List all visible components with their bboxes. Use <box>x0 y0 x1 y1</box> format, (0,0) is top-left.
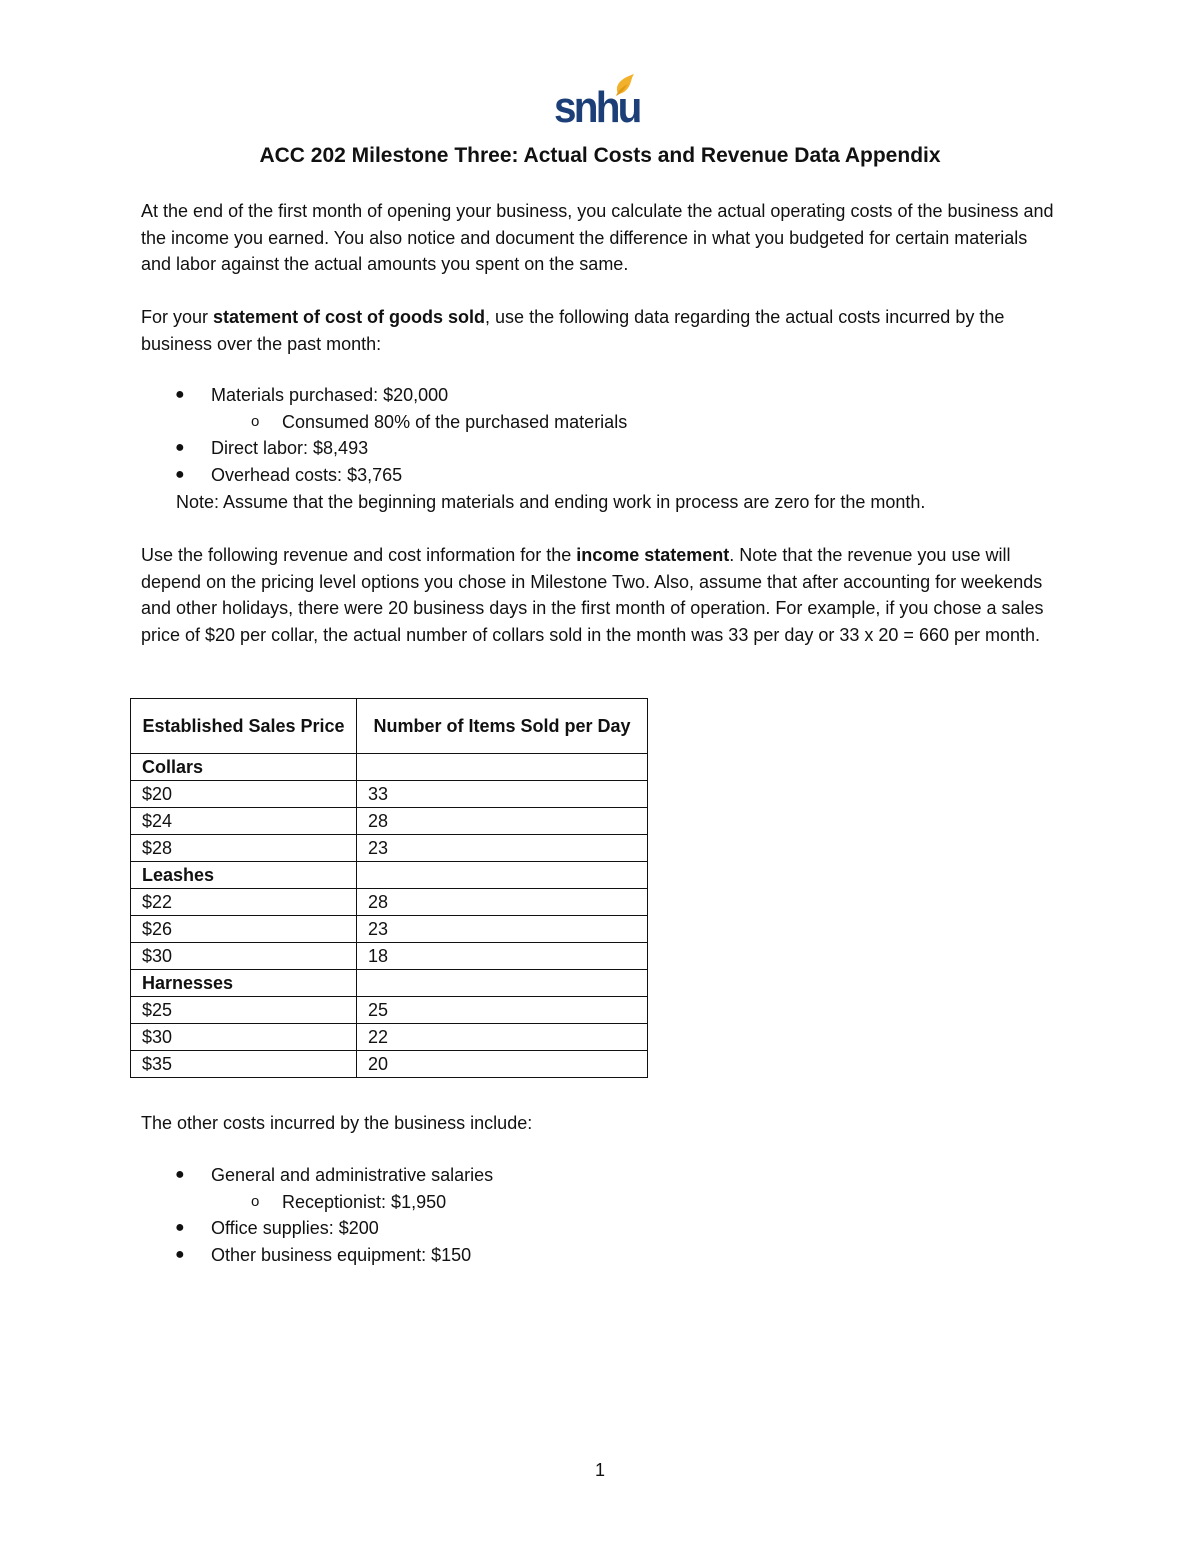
income-suffix: . Note that the revenue you use will depend on the pricing level options you chose in Milestone Two. Also, assume that after accounting for weekends and other holidays, there were 20 business days in the first month of operation. For example, if you chose a sales price of $20 per collar, the actual number of collars sold in the month was 33 per day or 33 x 20 = 660 per month. <box>141 545 1044 645</box>
bullet-icon: ● <box>175 465 185 483</box>
document-page: snhu ACC 202 Milestone Three: Actual Costs and Revenue Data Appendix At the end of the first month of opening your business, you calculate the actual operating costs of the business and the income you earned. You also notice and document the difference in what you budgeted for certain materials and labor against the actual amounts you spent on the same. For your statement of cost of goods sold, use the following data regarding the actual costs incurred by the business over the past month: ● Materials purchased: $20,000 o Consumed 80% of the purchased materials ● Direct labor: $8,493 ● Overhead costs: $3,765 Note: Assume that the beginning materials and ending work in process are zero for the month. Use the following revenue and cost information for the income statement. Note that the revenue you use will depend on the pricing level options you chose in Milestone Two. Also, assume that after accounting for weekends and other holidays, there were 20 business days in the first month of operation. For example, if you chose a sales price of $20 per collar, the actual number of collars sold in the month was 33 per day or 33 x 20 = 660 per month. Established Sales Price Number of Items Sold per Day Collars $20 33 $24 28 $28 23 Leashes $22 28 $26 23 $30 18 Harnesses $25 25 $30 22 $35 20 The other costs incurred by the business include: ● General and administrative salaries o Receptionist: $1,950 ● Office supplies: $200 ● Other business equipment: $150 1 <box>0 0 1200 1553</box>
sales-table <box>130 698 648 1078</box>
table-row: $30 22 <box>131 1024 648 1051</box>
table-category-row <box>131 862 648 889</box>
header-price: Established Sales Price <box>131 699 357 754</box>
bullet-icon: ● <box>175 439 185 456</box>
table-row: $26 23 <box>131 916 648 943</box>
table-category-row <box>131 970 648 997</box>
table-row: $24 28 <box>131 808 648 835</box>
table-category-row <box>131 754 648 781</box>
category-label: Collars <box>131 754 357 781</box>
cogs-suffix: , use the following data regarding the actual costs incurred by the business over the past month: <box>141 307 1005 354</box>
income-paragraph <box>141 542 1061 648</box>
page-title: ACC 202 Milestone Three: Actual Costs and Revenue Data Appendix <box>259 144 941 167</box>
bullet-icon: ● <box>175 1219 185 1236</box>
income-prefix: Use the following revenue and cost information for the <box>141 545 577 565</box>
table-row: $22 28 <box>131 889 648 916</box>
table-row: $30 18 <box>131 943 648 970</box>
table-row: $35 20 <box>131 1051 648 1078</box>
circle-bullet-icon: o <box>251 1192 260 1210</box>
bullet-icon: ● <box>175 1245 185 1263</box>
circle-bullet-icon: o <box>251 412 260 430</box>
category-label: Leashes <box>131 862 357 889</box>
table-row: $28 23 <box>131 835 648 862</box>
income-bold: income statement <box>576 545 730 565</box>
logo-wordmark: snhu <box>554 83 640 132</box>
table-header-row <box>131 699 648 754</box>
table-row: $20 33 <box>131 781 648 808</box>
cogs-paragraph <box>141 304 1061 357</box>
category-label: Harnesses <box>131 970 357 997</box>
snhu-logo <box>554 72 640 132</box>
other-costs-intro: The other costs incurred by the business include: <box>141 1113 533 1133</box>
bullet-icon: ● <box>175 1166 185 1183</box>
table-row: $25 25 <box>131 997 648 1024</box>
intro-paragraph: At the end of the first month of opening your business, you calculate the actual operating costs of the business and the income you earned. You also notice and document the difference in what you budgeted for certain materials and labor against the actual amounts you spent on the same. <box>141 201 1054 274</box>
cogs-note: Note: Assume that the beginning materials and ending work in process are zero for the month. <box>176 492 926 512</box>
header-items-sold: Number of Items Sold per Day <box>357 699 648 754</box>
page-number: 1 <box>594 1460 605 1480</box>
cogs-bold: statement of cost of goods sold <box>213 307 486 327</box>
cogs-prefix: For your <box>141 307 214 327</box>
bullet-icon: ● <box>175 386 185 403</box>
